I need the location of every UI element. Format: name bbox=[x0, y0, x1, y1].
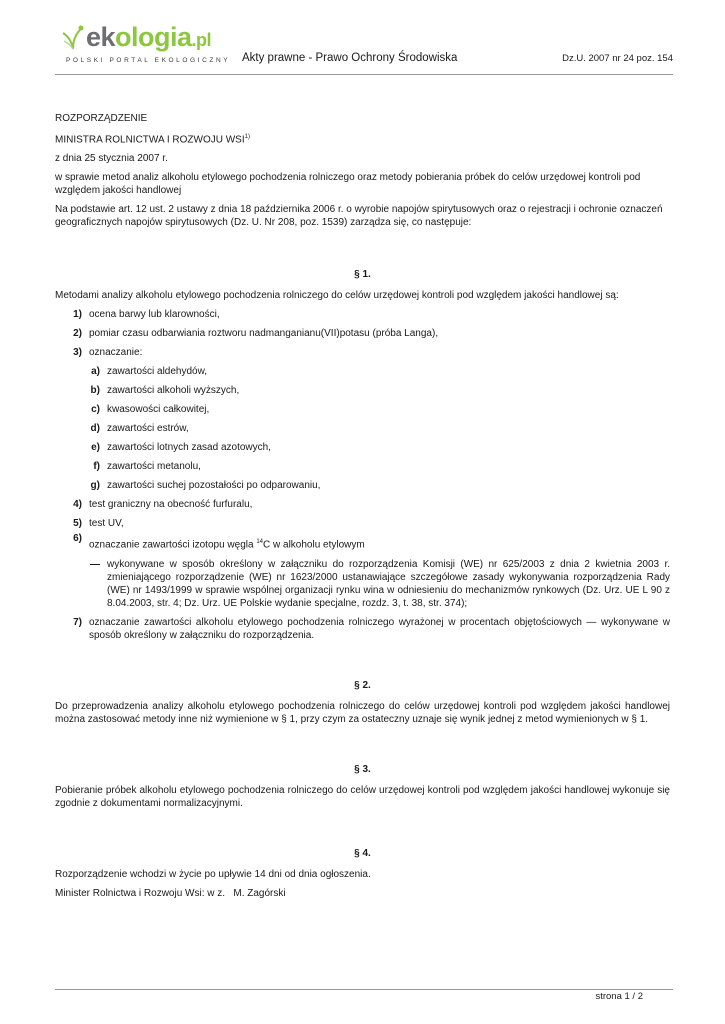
sub-list-item: c) kwasowości całkowitej, bbox=[91, 404, 210, 416]
footnote-ref[interactable]: 1) bbox=[244, 134, 250, 140]
legal-basis: Na podstawie art. 12 ust. 2 ustawy z dnia 18 października 2006 r. o wyrobie napojów spirytusowych oraz o rejestracji i ochronie oznaczeń geograficznych napojów spirytusowych (Dz. U. Nr 208, poz. 1539) zarządza się, co następuje: bbox=[55, 204, 663, 229]
list-item: 3) oznaczanie: bbox=[73, 347, 143, 359]
journal-reference: Dz.U. 2007 nr 24 poz. 154 bbox=[562, 53, 673, 64]
section-4-text: Rozporządzenie wchodzi w życie po upływie 14 dni od dnia ogłoszenia. bbox=[55, 868, 371, 880]
section-4-title: § 4. bbox=[354, 847, 371, 859]
section-3-text: Pobieranie próbek alkoholu etylowego pochodzenia rolniczego do celów urzędowej kontroli pod względem jakości handlowej wykonuje się zgodnie z dokumentami normalizacyjnymi. bbox=[55, 784, 670, 809]
section-1-title: § 1. bbox=[354, 269, 371, 281]
list-item: 7) oznaczanie zawartości alkoholu etylowego pochodzenia rolniczego wyrażonej w procentach objętościowych — wykonywane w sposób określony w załączniku do rozporządzenia. bbox=[73, 616, 670, 641]
document-body bbox=[55, 112, 670, 906]
logo-tagline: POLSKI PORTAL EKOLOGICZNY bbox=[66, 57, 231, 64]
section-2-title: § 2. bbox=[354, 679, 371, 691]
issuing-authority: MINISTRA ROLNICTWA I ROZWOJU WSI$^{1)}$ bbox=[55, 134, 250, 146]
list-item: 2) pomiar czasu odbarwiania roztworu nadmanganianu(VII)potasu (próba Langa), bbox=[73, 328, 439, 340]
list-item: 5) test UV, bbox=[73, 518, 124, 530]
ekologia-logo[interactable] bbox=[62, 22, 231, 70]
sub-list-item: e) zawartości lotnych zasad azotowych, bbox=[91, 442, 271, 454]
list-item: 1) ocena barwy lub klarowności, bbox=[73, 309, 220, 321]
sub-list-item: f) zawartości metanolu, bbox=[93, 461, 201, 473]
section-3-title: § 3. bbox=[354, 763, 371, 775]
sub-list-item: b) zawartości alkoholi wyższych, bbox=[90, 385, 240, 397]
footer-divider bbox=[55, 989, 673, 990]
list-item: 4) test graniczny na obecność furfuralu, bbox=[73, 499, 253, 511]
dash-list-item: — wykonywane w sposób określony w załączniku do rozporządzenia Komisji (WE) nr 625/2003 z dnia 2 kwietnia 2003 r. zmieniającego rozporządzenie (WE) nr 1623/2000 ustanawiające szczegółowe zasady wykonywania rozporządzenia Rady (WE) nr 1493/1999 w sprawie wspólnej organizacji rynku wina w odniesieniu do mechanizmów rynkowych (Dz. Urz. UE L 90 z 8.04.2003, str. 4; Dz. Urz. UE Polskie wydanie specjalne, rozdz. 3, t. 38, str. 374); bbox=[90, 558, 670, 609]
list-item: 6) oznaczanie zawartości izotopu węgla $^{14}$C w alkoholu etylowym bbox=[73, 533, 365, 551]
header-title: Akty prawne - Prawo Ochrony Środowiska bbox=[242, 52, 458, 64]
section-2-text: Do przeprowadzenia analizy alkoholu etylowego pochodzenia rolniczego do celów urzędowej kontroli pod względem jakości handlowej można zastosować metody inne niż wymienione w § 1, przy czym za ostateczny uznaje się wynik jednej z metod wymienionych w § 1. bbox=[55, 700, 670, 725]
leaf-sprout-icon bbox=[62, 24, 84, 50]
sub-list-item: a) zawartości aldehydów, bbox=[91, 366, 208, 378]
page-number: strona 1 / 2 bbox=[595, 991, 643, 1002]
section-1-intro: Metodami analizy alkoholu etylowego pochodzenia rolniczego do celów urzędowej kontroli pod względem jakości handlowej są: bbox=[55, 290, 619, 302]
header-divider bbox=[55, 74, 673, 75]
signature: Minister Rolnictwa i Rozwoju Wsi: w z. M. Zagórski bbox=[55, 887, 286, 899]
page-header bbox=[0, 0, 725, 80]
sub-list-item: d) zawartości estrów, bbox=[90, 423, 189, 435]
document-subject: w sprawie metod analiz alkoholu etylowego pochodzenia rolniczego oraz metody pobierania próbek do celów urzędowej kontroli pod względem jakości handlowej bbox=[55, 172, 641, 197]
sub-list-item: g) zawartości suchej pozostałości po odparowaniu, bbox=[90, 480, 321, 492]
document-type: ROZPORZĄDZENIE bbox=[55, 113, 148, 124]
document-date: z dnia 25 stycznia 2007 r. bbox=[55, 153, 168, 165]
logo-wordmark: ekologia.pl bbox=[86, 22, 212, 52]
